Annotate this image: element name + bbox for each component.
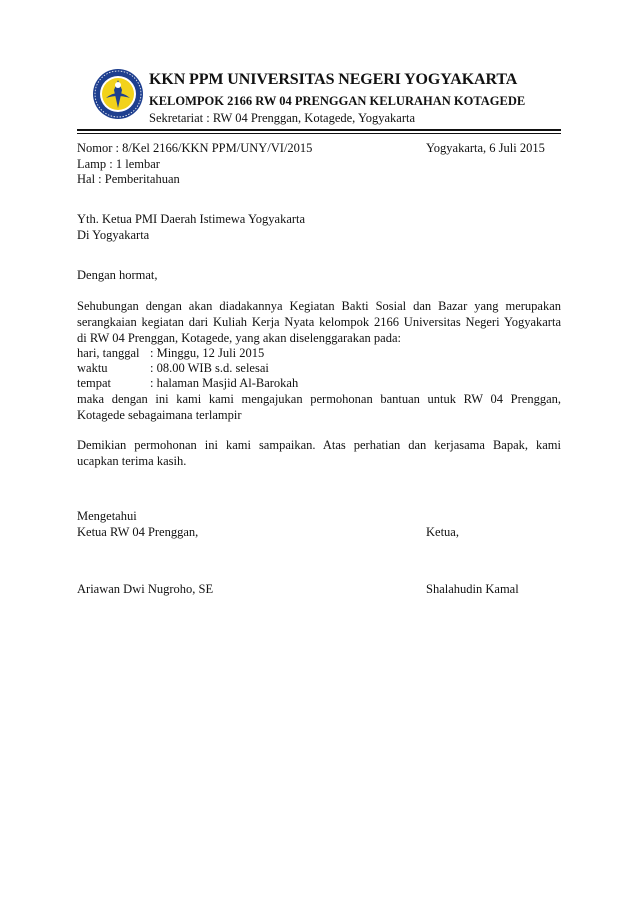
recipient-line-1: Yth. Ketua PMI Daerah Istimewa Yogyakarta	[77, 212, 306, 226]
body-intro-line-1: Sehubungan dengan akan diadakannya Kegiatan Bakti Sosial dan Bazar yang merupakan	[77, 299, 561, 313]
detail-label-time: waktu	[77, 361, 108, 375]
letterhead-divider-thin	[77, 133, 561, 134]
university-logo-icon	[92, 68, 144, 120]
signature-left-name: Ariawan Dwi Nugroho, SE	[77, 582, 214, 596]
closing-line-2: ucapkan terima kasih.	[77, 454, 187, 468]
detail-label-place: tempat	[77, 376, 112, 390]
signature-left-role: Ketua RW 04 Prenggan,	[77, 525, 199, 539]
signature-right-name: Shalahudin Kamal	[426, 582, 519, 596]
letter-number: Nomor : 8/Kel 2166/KKN PPM/UNY/VI/2015	[77, 141, 313, 155]
letter-attachment: Lamp : 1 lembar	[77, 157, 160, 171]
letterhead-title: KKN PPM UNIVERSITAS NEGERI YOGYAKARTA	[149, 71, 518, 88]
body-request-line-1: maka dengan ini kami kami mengajukan permohonan bantuan untuk RW 04 Prenggan,	[77, 392, 561, 406]
detail-value-time: : 08.00 WIB s.d. selesai	[150, 361, 269, 375]
closing-line-1: Demikian permohonan ini kami sampaikan. Atas perhatian dan kerjasama Bapak, kami	[77, 438, 561, 452]
detail-value-date: : Minggu, 12 Juli 2015	[150, 346, 265, 360]
body-request-line-2: Kotagede sebagaimana terlampir	[77, 408, 242, 422]
signature-mengetahui: Mengetahui	[77, 509, 137, 523]
body-intro-line-3: di RW 04 Prenggan, Kotagede, yang akan diselenggarakan pada:	[77, 331, 401, 345]
letterhead-subtitle: KELOMPOK 2166 RW 04 PRENGGAN KELURAHAN KOTAGEDE	[149, 94, 526, 108]
detail-value-place: : halaman Masjid Al-Barokah	[150, 376, 299, 390]
letterhead-divider-thick	[77, 129, 561, 131]
recipient-line-2: Di Yogyakarta	[77, 228, 150, 242]
letterhead-address: Sekretariat : RW 04 Prenggan, Kotagede, Yogyakarta	[149, 111, 416, 125]
letter-date: Yogyakarta, 6 Juli 2015	[426, 141, 545, 155]
letter-subject: Hal : Pemberitahuan	[77, 172, 180, 186]
body-intro-line-2: serangkaian kegiatan dari Kuliah Kerja Nyata kelompok 2166 Universitas Negeri Yogyakarta	[77, 315, 561, 329]
greeting: Dengan hormat,	[77, 268, 158, 282]
signature-right-role: Ketua,	[426, 525, 459, 539]
detail-label-date: hari, tanggal	[77, 346, 140, 360]
